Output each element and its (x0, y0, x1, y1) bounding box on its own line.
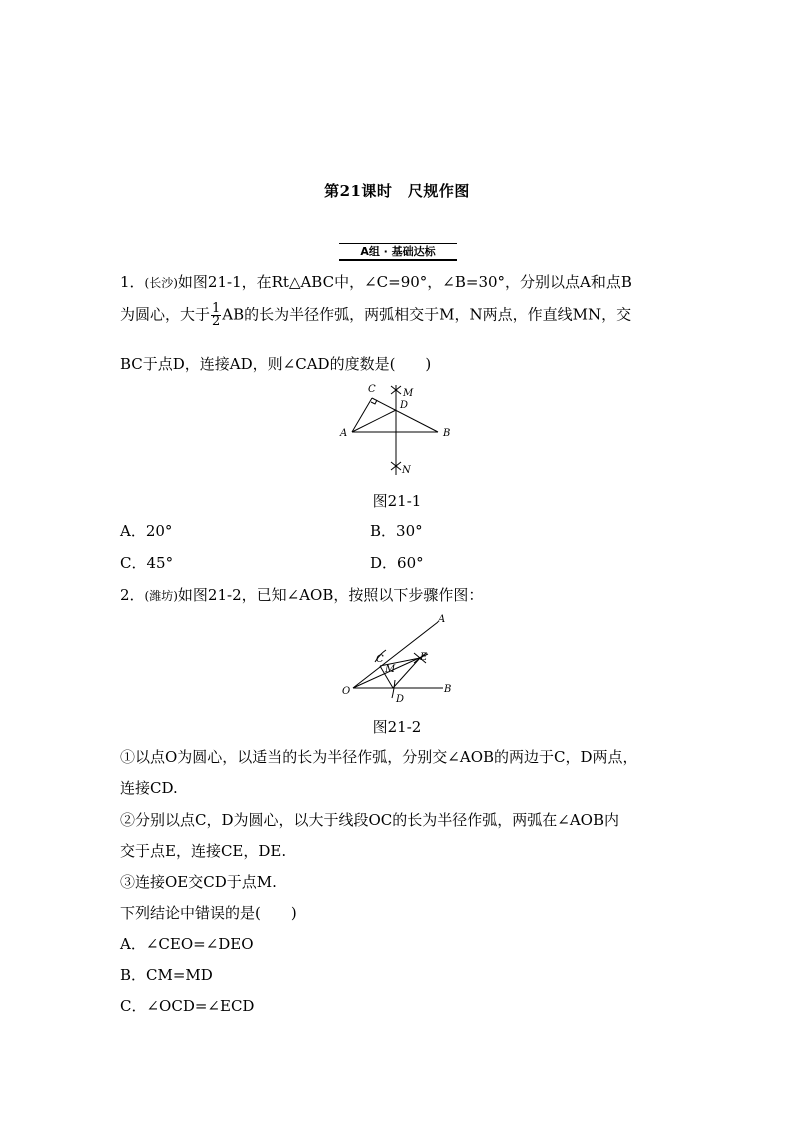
q1-text-2b: AB的长为半径作弧，两弧相交于M，N两点，作直线MN，交 (222, 305, 632, 324)
q1-source: (长沙) (144, 276, 178, 290)
label-m: M (403, 388, 414, 399)
q1-text-3: BC于点D，连接AD，则∠CAD的度数是( ) (120, 355, 432, 373)
q2-number: 2． (120, 586, 145, 604)
figure-21-1 (340, 380, 460, 480)
option-text: ∠OCD=∠ECD (146, 997, 255, 1015)
section-badge: A组 · 基础达标 (339, 243, 457, 261)
label-d: D (396, 694, 405, 705)
option-label: A． (120, 522, 146, 540)
label-d: D (400, 400, 409, 411)
figure-caption-21-2: 图21-2 (372, 718, 422, 736)
label-e: E (420, 652, 428, 663)
q1-text-1: 如图21-1，在Rt△ABC中，∠C=90°，∠B=30°，分别以点A和点B (177, 273, 632, 291)
figure-21-2 (340, 610, 465, 710)
option-label: C． (120, 554, 147, 572)
q1-fraction (211, 303, 221, 328)
label-c: C (376, 654, 384, 665)
option-label: B． (120, 966, 147, 984)
q2-option-b[interactable] (120, 965, 213, 985)
q1-line-1 (120, 272, 680, 293)
option-label: C． (120, 997, 147, 1015)
q1-line-2 (120, 303, 680, 328)
q2-option-c[interactable] (120, 996, 254, 1016)
label-b: B (443, 428, 451, 439)
q2-line-1 (120, 585, 680, 606)
option-text: 45° (146, 554, 174, 572)
label-n: N (402, 465, 411, 476)
q1-option-b[interactable] (370, 521, 423, 541)
arc-at-d (392, 680, 395, 698)
label-c: C (368, 384, 376, 395)
label-b: B (444, 684, 452, 695)
page-title: 第21课时 尺规作图 (324, 182, 470, 200)
label-m: M (385, 664, 396, 675)
fraction-numerator: 1 (212, 301, 221, 316)
q2-source: (潍坊) (144, 589, 178, 603)
option-label: D． (370, 554, 398, 572)
q2-text-1: 如图21-2，已知∠AOB，按照以下步骤作图： (177, 586, 484, 604)
label-o: O (342, 686, 351, 697)
q2-step-1: ①以点O为圆心，以适当的长为半径作弧，分别交∠AOB的两边于C，D两点， (120, 748, 638, 766)
q1-line-3 (120, 354, 680, 374)
q2-step-2: ②分别以点C，D为圆心，以大于线段OC的长为半径作弧，两弧在∠AOB内 (120, 811, 620, 829)
q2-step-2-cont: 交于点E，连接CE，DE. (120, 842, 287, 860)
option-text: CM=MD (146, 966, 213, 984)
label-a: A (340, 428, 348, 439)
option-label: B． (370, 522, 397, 540)
q2-step-1-cont: 连接CD. (120, 779, 178, 797)
label-a: A (438, 614, 446, 625)
fraction-denominator: 2 (212, 314, 221, 329)
q2-step-3: ③连接OE交CD于点M. (120, 873, 277, 891)
figure-caption-21-1: 图21-1 (372, 492, 422, 510)
option-label: A． (120, 935, 146, 953)
option-text: 30° (396, 522, 423, 540)
option-text: 60° (397, 554, 424, 572)
q1-number: 1． (120, 273, 145, 291)
q1-option-a[interactable] (120, 521, 172, 541)
option-text: 20° (145, 522, 173, 540)
q1-option-d[interactable] (370, 553, 424, 573)
q1-option-c[interactable] (120, 553, 173, 573)
option-text: ∠CEO=∠DEO (145, 935, 254, 953)
q1-text-2a: 为圆心，大于 (120, 305, 211, 324)
q2-option-a[interactable] (120, 934, 254, 954)
q2-question: 下列结论中错误的是( ) (120, 904, 297, 922)
